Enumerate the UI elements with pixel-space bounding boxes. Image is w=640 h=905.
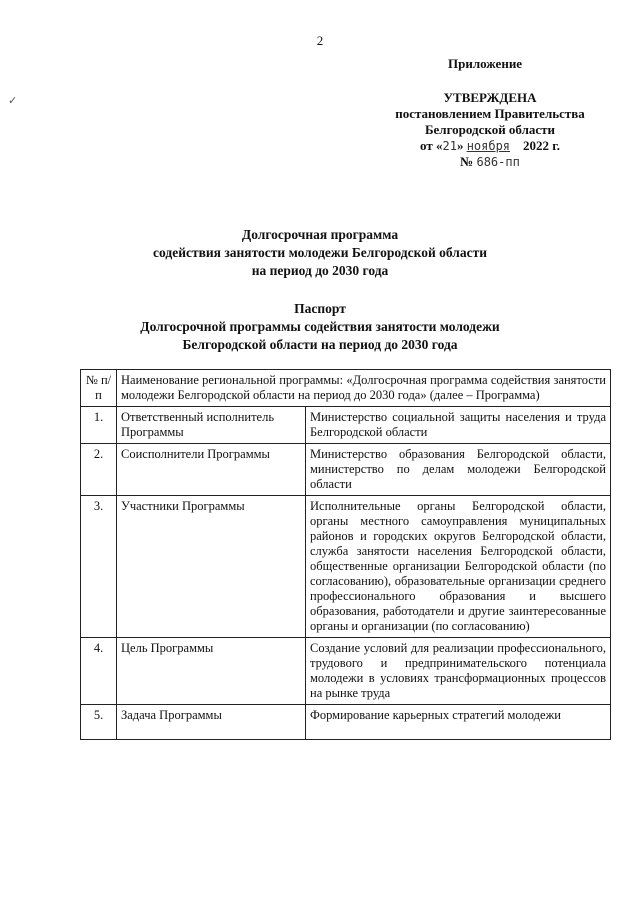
table-row: 1. Ответственный исполнитель Программы Министерство социальной защиты населения и труда Белгородской области (81, 407, 611, 444)
approval-block (380, 90, 600, 170)
approved-line-1: постановлением Правительства (395, 106, 585, 121)
table-row: 5. Задача Программы Формирование карьерных стратегий молодежи (81, 705, 611, 740)
table-row: 2. Соисполнители Программы Министерство образования Белгородской области, министерство по делам молодежи Белгородской области (81, 444, 611, 496)
table-row: 3. Участники Программы Исполнительные органы Белгородской области, органы местного самоуправления муниципальных районов и городских округов Белгородской области, служба занятости населения Белгородской области, общественные организации Белгородской области (по согласованию), образовательные организации среднего профессионального образования и высшего образования, работодатели и другие заинтересованные органы и организации (по согласованию) (81, 496, 611, 638)
table-header-row (81, 370, 611, 407)
margin-mark: ✓ (8, 95, 18, 107)
approval-date: от «21» ноября 2022 г. (420, 138, 560, 153)
header-text: Наименование региональной программы: «Долгосрочная программа содействия занятости молодежи Белгородской области на период до 2030 года» (далее – Программа) (117, 370, 611, 407)
approved-title: УТВЕРЖДЕНА (443, 90, 537, 105)
number-value: 686-пп (476, 155, 520, 169)
approved-line-2: Белгородской области (424, 122, 556, 137)
passport-table (80, 369, 611, 740)
table-row: 4. Цель Программы Создание условий для реализации профессионального, трудового и предпринимательского потенциала молодежи в условиях трансформационных процессов на рынке труда (81, 638, 611, 705)
approval-number: № 686-пп (460, 154, 520, 169)
date-month: ноября (466, 139, 511, 153)
date-year: 2022 г. (523, 138, 560, 153)
page-number: 2 (316, 33, 324, 48)
document-title: Долгосрочная программа содействия занятости молодежи Белгородской области на период до 2030 года (153, 227, 487, 278)
date-day: 21 (442, 139, 457, 153)
appendix-label: Приложение (448, 56, 523, 71)
passport-heading: Паспорт Долгосрочной программы содействия занятости молодежи Белгородской области на период до 2030 года (140, 301, 500, 352)
header-num: № п/п (81, 370, 117, 407)
